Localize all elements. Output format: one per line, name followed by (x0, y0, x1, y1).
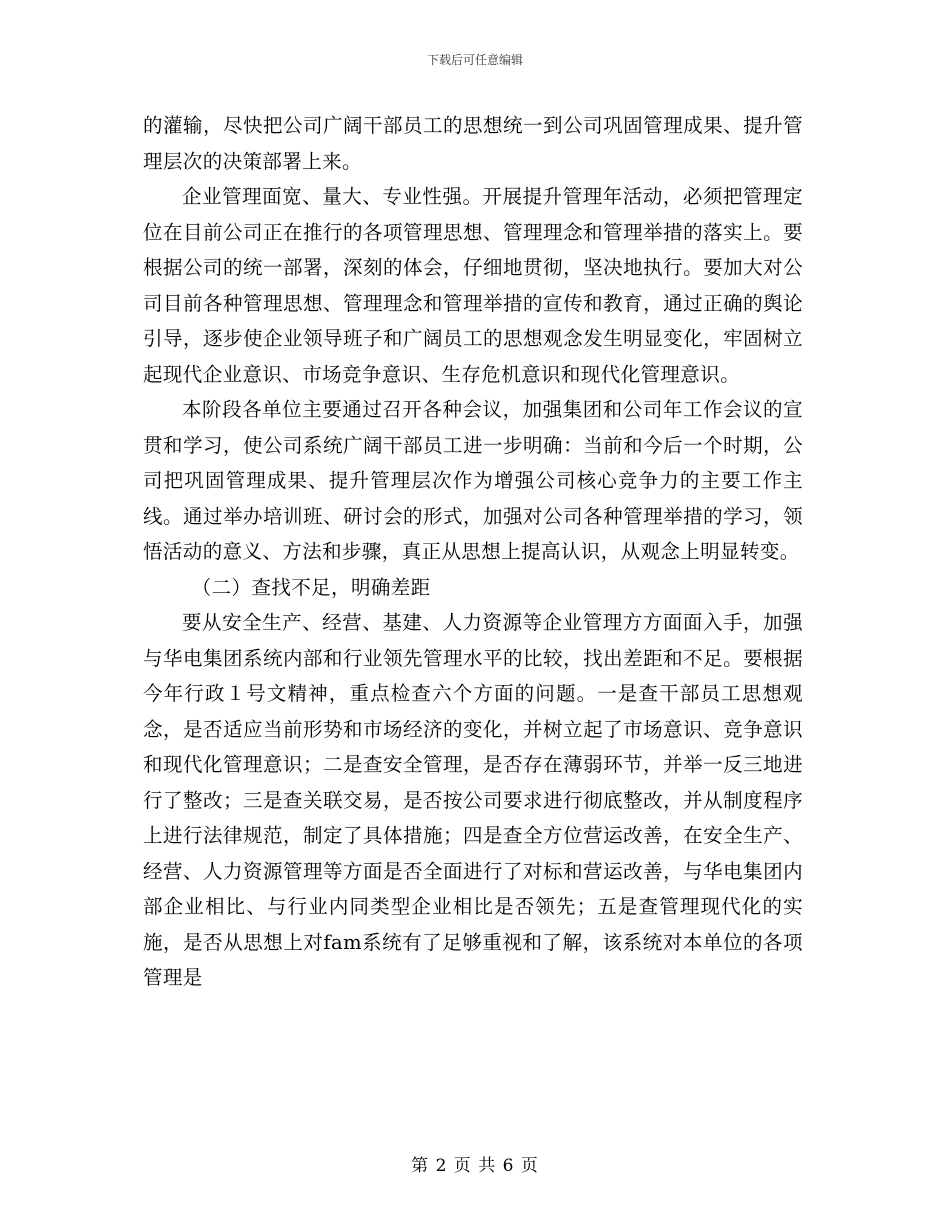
page-number: 第 2 页 共 6 页 (411, 1156, 539, 1176)
paragraph-continuation: 的灌输，尽快把公司广阔干部员工的思想统一到公司巩固管理成果、提升管理层次的决策部署上来。 (143, 114, 803, 173)
paragraph-meetings-study: 本阶段各单位主要通过召开各种会议，加强集团和公司年工作会议的宣贯和学习，使公司系统广阔干部员工进一步明确：当前和今后一个时期，公司把巩固管理成果、提升管理层次作为增强公司核心竞争力的主要工作主线。通过举办培训班、研讨会的形式，加强对公司各种管理举措的学习，领悟活动的意义、方法和步骤，真正从思想上提高认识，从观念上明显转变。 (143, 398, 803, 563)
document-body (143, 108, 803, 996)
section-heading-find-gaps: （二）查找不足，明确差距 (191, 575, 431, 599)
page-header-note: 下载后可任意编辑 (426, 53, 523, 67)
paragraph-six-checks: 要从安全生产、经营、基建、人力资源等企业管理方方面面入手，加强与华电集团系统内部和行业领先管理水平的比较，找出差距和不足。要根据今年行政１号文精神，重点检查六个方面的问题。一是查干部员工思想观念，是否适应当前形势和市场经济的变化，并树立起了市场意识、竞争意识和现代化管理意识；二是查安全管理，是否存在薄弱环节，并举一反三地进行了整改；三是查关联交易，是否按公司要求进行彻底整改，并从制度程序上进行法律规范，制定了具体措施；四是查全方位营运改善，在安全生产、经营、人力资源管理等方面是否全面进行了对标和营运改善，与华电集团内部企业相比、与行业内同类型企业相比是否领先；五是查管理现代化的实施，是否从思想上对fam系统有了足够重视和了解，该系统对本单位的各项管理是 (143, 611, 803, 989)
paragraph-management-positioning: 企业管理面宽、量大、专业性强。开展提升管理年活动，必须把管理定位在目前公司正在推行的各项管理思想、管理理念和管理举措的落实上。要根据公司的统一部署，深刻的体会，仔细地贯彻，坚决地执行。要加大对公司目前各种管理思想、管理理念和管理举措的宣传和教育，通过正确的舆论引导，逐步使企业领导班子和广阔员工的思想观念发生明显变化，牢固树立起现代企业意识、市场竞争意识、生存危机意识和现代化管理意识。 (143, 185, 803, 386)
